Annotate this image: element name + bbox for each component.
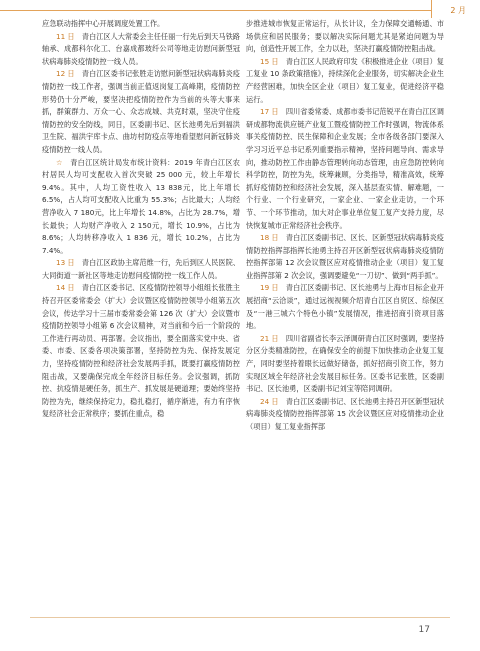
- page-number: 17: [418, 625, 430, 635]
- paragraph-text: 四川省委常委、成都市委书记范锐平在青白江区调研成都物流供应链产业复工暨疫情防控工作时强调，物流体系事关疫情防控、民生保障和企业发展；全市各级各部门要深入学习习近平总书记系列重要指示精神，坚持问题导向、需求导向，推动防控工作由静态管理转向动态管理，由应急防控转向科学防控，防控为先，统筹兼顾，分类指导，精准高效，统筹抓好疫情防控和经济社会发展，深入基层查实情、解难题，一个行业、一个行业研究，一家企业、一家企业走访，一个环节、一个环节推动，加大对企事业单位复工复产支持力度，尽快恢复城市正常经济社会秩序。: [246, 107, 444, 230]
- paragraph-text: 青白江区委副书记、区长池勇主持召开区新型冠状病毒肺炎疫情防控指挥部第 15 次会议暨区应对疫情推动企业（项目）复工复业指挥部: [246, 396, 444, 431]
- right-column: [246, 18, 444, 434]
- entry-date: 14 日: [56, 283, 75, 293]
- entry-date: 21 日: [260, 333, 279, 343]
- paragraph-text: 青白江区委副书记、区长池勇与上海市目标企业开展招商“云洽谈”，通过远视视频介绍青白江区自贸区、综保区及“一港三城六个特色小镇”发展情况，推进招商引资项目落地。: [246, 283, 444, 331]
- header-band: [0, 0, 480, 12]
- paragraph: [42, 31, 240, 69]
- left-column: [42, 18, 240, 421]
- paragraph: [42, 68, 240, 156]
- paragraph-text: 青白江区委书记张胜走访慰问新型冠状病毒肺炎疫情防控一线工作者，强调当前正值返岗复工高峰期，疫情防控形势仍十分严峻，要坚决把疫情防控作为当前的头等大事来抓，群策群力、万众一心、众志成城、共克时艰，坚决守住疫情防控的安全防线，同日，区委副书记、区长池勇先后到福洪卫生院、福洪宇库卡点、曲坊村防疫点等地看望慰问新冠肺炎疫情防控一线人员。: [42, 69, 240, 154]
- footer-rule: [30, 617, 450, 618]
- paragraph: [246, 282, 444, 332]
- paragraph: [246, 333, 444, 396]
- paragraph-text: 青白江区统计局发布统计资料：2019 年青白江区农村居民人均可支配收入首次突破 25 000 元，较上年增长 9.4%。其中，人均工资性收入 13 838元，比上年增长 6.5%，占人均可支配收入比重为 55.3%；占比最大；人均经营净收入 7 180元，比上年增长 14.8%，占比为 28.7%，增长最快；人均财产净收入 2 150元，增长 10.9%，占比为 8.6%；人均转移净收入 1 836 元，增长 10.2%，占比为 7.4%。: [42, 157, 240, 255]
- paragraph: [246, 56, 444, 106]
- paragraph: [246, 396, 444, 434]
- header-month: 2 月: [450, 6, 466, 15]
- paragraph-text: 四川省副省长李云泽调研青白江区时强调，要坚持分区分类精准防控，在确保安全的前提下加快推动企业复工复产，同时要坚持着眼长远做好储备，抓好招商引资工作，努力实现区域全年经济社会发展目标任务。区委书记张胜，区委副书记、区长池勇，区委副书记刘宝等陪同调研。: [246, 333, 444, 394]
- entry-date: 15 日: [260, 56, 279, 66]
- paragraph-text: 青白江区委副书记、区长、区新型冠状病毒肺炎疫情防控指挥部指挥长池勇主持召开区新型冠状病毒肺炎疫情防控指挥部第 12 次会议暨区应对疫情推动企业（项目）复工复业指挥部第 2 次会议，强调要避免“一刀切”、做到“两手抓”。: [246, 233, 444, 280]
- paragraph-text: 青白江区人民政府印发《积极推进企业（项目）复工复业 10 条政策措施》，持续深化企业服务，切实解决企业生产经营困难，加快全区企业（项目）复工复业，促进经济平稳运行。: [246, 56, 444, 104]
- paragraph-text: 青白江区人大常委会主任任丽一行先后到天马铁路轴承、成都科尔化工、台嘉成都玻纤公司等地走访慰问新型冠状病毒肺炎疫情防控一线人员。: [42, 31, 240, 66]
- entry-date: 13 日: [56, 258, 75, 268]
- entry-date: 18 日: [260, 233, 279, 243]
- paragraph: [246, 232, 444, 282]
- paragraph: [42, 18, 240, 31]
- paragraph-text: 步推进城市恢复正常运行，从长计议，全力保障交通畅通、市场供应和居民服务；要以解决实际问题尤其是紧迫问题为导向，创造性开展工作，全力以赴，坚决打赢疫情防控阻击战。: [246, 19, 444, 54]
- star-marker: ☆: [56, 157, 63, 167]
- paragraph: [42, 282, 240, 421]
- paragraph-text: 应急联动指挥中心开展调度处置工作。: [42, 19, 165, 28]
- paragraph: [42, 157, 240, 258]
- paragraph: [42, 257, 240, 282]
- paragraph-text: 青白江区委书记、区疫情防控领导小组组长张胜主持召开区委常委会（扩大）会议暨区疫情防控领导小组第五次会议，传达学习十三届市委常委会第 126 次（扩大）会议暨市疫情防控领导小组第 6 次会议精神，对当前和今后一个阶段的工作进行再动员、再部署。会议指出，要全面落实党中央、省委、市委、区委各项决策部署，坚持防控为先、保持发展定力，坚持疫情防控和经济社会发展两手抓，既要打赢疫情防控阻击战，又要确保完成全年经济目标任务。会议强调，抓防控、抗疫情是硬任务，抓生产、抓发展是硬道理；要始终坚持防控为先，继续保持定力，稳扎稳打，循序渐进，有力有序恢复经济社会正常秩序；要抓住重点，稳: [42, 283, 240, 419]
- header-rule: [0, 10, 450, 11]
- entry-date: 12 日: [56, 69, 75, 79]
- entry-date: 11 日: [56, 31, 75, 41]
- paragraph-text: 青白江区政协主席范维一行，先后到区人民医院、大同街道一新社区等地走访慰问疫情防控一线工作人员。: [42, 258, 240, 280]
- paragraph: [246, 18, 444, 56]
- entry-date: 24 日: [260, 396, 279, 406]
- entry-date: 19 日: [260, 283, 279, 293]
- paragraph: [246, 106, 444, 232]
- entry-date: 17 日: [260, 107, 279, 117]
